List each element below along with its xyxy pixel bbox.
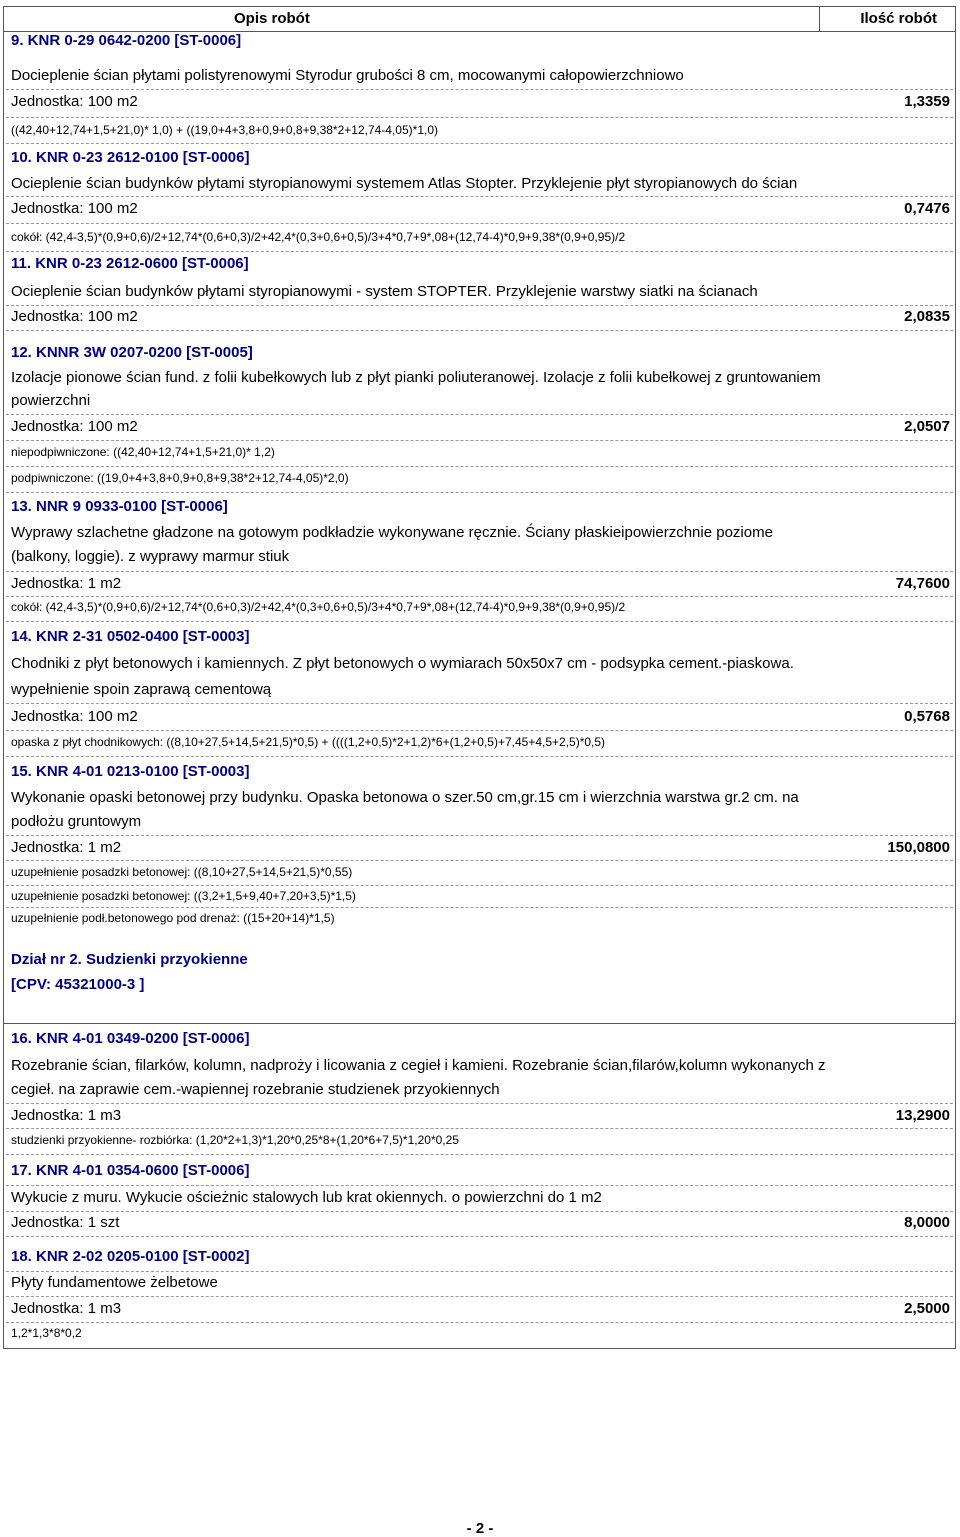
row-separator <box>6 703 953 704</box>
item-description: Płyty fundamentowe żelbetowe <box>11 1274 218 1291</box>
item-description: Docieplenie ścian płytami polistyrenowymi Styrodur grubości 8 cm, mocowanymi całopowierzchniowo <box>11 67 684 84</box>
item-description: (balkony, loggie). z wyprawy marmur stiuk <box>11 548 290 565</box>
item-quantity: 13,2900 <box>895 1107 950 1124</box>
item-calculation: cokół: (42,4-3,5)*(0,9+0,6)/2+12,74*(0,6+0,3)/2+42,4*(0,3+0,6+0,5)/3+4*0,7+9*,08+(12,74-4)*0,9+9,38*(0,9+0,95)/2 <box>11 230 626 244</box>
item-code: 11. KNR 0-23 2612-0600 [ST-0006] <box>11 255 249 272</box>
item-quantity: 0,7476 <box>904 200 950 217</box>
item-unit: Jednostka: 100 m2 <box>11 418 138 435</box>
column-header-quantity: Ilość robót <box>860 10 937 27</box>
row-separator <box>6 835 953 836</box>
page-number: - 2 - <box>466 1520 494 1537</box>
item-calculation: 1,2*1,3*8*0,2 <box>11 1326 82 1340</box>
row-separator <box>6 330 953 331</box>
row-separator <box>6 196 953 197</box>
row-separator <box>6 251 953 252</box>
item-unit: Jednostka: 1 m3 <box>11 1300 122 1317</box>
item-code: 18. KNR 2-02 0205-0100 [ST-0002] <box>11 1248 250 1265</box>
item-code: 12. KNNR 3W 0207-0200 [ST-0005] <box>11 344 253 361</box>
row-separator <box>6 571 953 572</box>
row-separator <box>6 1154 953 1155</box>
row-separator <box>6 223 953 224</box>
item-unit: Jednostka: 1 m2 <box>11 839 122 856</box>
item-code: 10. KNR 0-23 2612-0100 [ST-0006] <box>11 149 250 166</box>
row-separator <box>6 1296 953 1297</box>
item-description: Wyprawy szlachetne gładzone na gotowym podkładzie wykonywane ręcznie. Ściany płaskieipowierzchnie poziome <box>11 524 773 541</box>
row-separator <box>6 860 953 861</box>
item-quantity: 2,5000 <box>904 1300 950 1317</box>
row-separator <box>6 143 953 144</box>
row-separator <box>6 1322 953 1323</box>
item-unit: Jednostka: 1 m3 <box>11 1107 122 1124</box>
item-calculation: uzupełnienie posadzki betonowej: ((8,10+27,5+14,5+21,5)*0,55) <box>11 865 353 879</box>
item-calculation: opaska z płyt chodnikowych: ((8,10+27,5+14,5+21,5)*0,5) + ((((1,2+0,5)*2+1,2)*6+(1,2+0,5)+7,45+4,5+2,5)*0,5) <box>11 735 606 749</box>
item-unit: Jednostka: 1 m2 <box>11 575 122 592</box>
item-description: Izolacje pionowe ścian fund. z folii kubełkowych lub z płyt pianki poliuteranowej. Izolacje z folii kubełkowej z gruntowaniem <box>11 369 821 386</box>
cost-estimate-sheet <box>3 6 956 1349</box>
row-separator <box>6 730 953 731</box>
row-separator <box>6 1103 953 1104</box>
item-calculation: uzupełnienie podł.betonowego pod drenaż: ((15+20+14)*1,5) <box>11 911 335 925</box>
row-separator <box>6 596 953 597</box>
row-separator <box>6 885 953 886</box>
item-calculation: podpiwniczone: ((19,0+4+3,8+0,9+0,8+9,38*2+12,74-4,05)*2,0) <box>11 471 349 485</box>
item-quantity: 74,7600 <box>895 575 950 592</box>
item-code: 16. KNR 4-01 0349-0200 [ST-0006] <box>11 1030 250 1047</box>
item-calculation: studzienki przyokienne- rozbiórka: (1,20*2+1,3)*1,20*0,25*8+(1,20*6+7,5)*1,20*0,25 <box>11 1133 459 1147</box>
row-separator <box>6 1236 953 1237</box>
row-separator <box>6 466 953 467</box>
item-code: 13. NNR 9 0933-0100 [ST-0006] <box>11 498 228 515</box>
section-title: Dział nr 2. Sudzienki przyokienne <box>11 951 248 968</box>
row-separator <box>6 492 953 493</box>
item-calculation: cokół: (42,4-3,5)*(0,9+0,6)/2+12,74*(0,6+0,3)/2+42,4*(0,3+0,6+0,5)/3+4*0,7+9*,08+(12,74-4)*0,9+9,38*(0,9+0,95)/2 <box>11 600 626 614</box>
item-code: 15. KNR 4-01 0213-0100 [ST-0003] <box>11 763 250 780</box>
item-calculation: ((42,40+12,74+1,5+21,0)* 1,0) + ((19,0+4+3,8+0,9+0,8+9,38*2+12,74-4,05)*1,0) <box>11 123 439 137</box>
item-calculation: niepodpiwniczone: ((42,40+12,74+1,5+21,0)* 1,2) <box>11 445 275 459</box>
item-code: 9. KNR 0-29 0642-0200 [ST-0006] <box>11 32 242 49</box>
item-description: cegieł. na zaprawie cem.-wapiennej rozebranie studzienek przyokiennych <box>11 1081 500 1098</box>
item-code: 14. KNR 2-31 0502-0400 [ST-0003] <box>11 628 250 645</box>
item-quantity: 2,0507 <box>904 418 950 435</box>
row-separator <box>6 1271 953 1272</box>
item-description: Chodniki z płyt betonowych i kamiennych. Z płyt betonowych o wymiarach 50x50x7 cm - podsypka cement.-piaskowa. <box>11 655 794 672</box>
item-description: Ocieplenie ścian budynków płytami styropianowymi systemem Atlas Stopter. Przyklejenie płyt styropianowych do ścian <box>11 175 798 192</box>
item-unit: Jednostka: 100 m2 <box>11 708 138 725</box>
item-unit: Jednostka: 1 szt <box>11 1214 120 1231</box>
row-separator <box>6 414 953 415</box>
item-unit: Jednostka: 100 m2 <box>11 93 138 110</box>
row-separator <box>6 1128 953 1129</box>
item-description: podłożu gruntowym <box>11 813 142 830</box>
row-separator <box>6 907 953 908</box>
item-quantity: 8,0000 <box>904 1214 950 1231</box>
item-quantity: 2,0835 <box>904 308 950 325</box>
row-separator <box>6 89 953 90</box>
row-separator <box>6 305 953 306</box>
section-divider <box>4 1023 955 1024</box>
item-description: wypełnienie spoin zaprawą cementową <box>11 681 272 698</box>
item-calculation: uzupełnienie posadzki betonowej: ((3,2+1,5+9,40+7,20+3,5)*1,5) <box>11 889 356 903</box>
item-code: 17. KNR 4-01 0354-0600 [ST-0006] <box>11 1162 250 1179</box>
row-separator <box>6 621 953 622</box>
row-separator <box>6 756 953 757</box>
item-description: Wykonanie opaski betonowej przy budynku. Opaska betonowa o szer.50 cm,gr.15 cm i wierzchnia warstwa gr.2 cm. na <box>11 789 799 806</box>
column-divider <box>819 7 820 31</box>
item-description: Wykucie z muru. Wykucie ościeżnic stalowych lub krat okiennych. o powierzchni do 1 m2 <box>11 1189 602 1206</box>
item-unit: Jednostka: 100 m2 <box>11 200 138 217</box>
section-cpv: [CPV: 45321000-3 ] <box>11 976 145 993</box>
row-separator <box>6 1211 953 1212</box>
item-description: powierzchni <box>11 392 91 409</box>
row-separator <box>6 117 953 118</box>
row-separator <box>6 440 953 441</box>
item-unit: Jednostka: 100 m2 <box>11 308 138 325</box>
item-quantity: 0,5768 <box>904 708 950 725</box>
item-description: Ocieplenie ścian budynków płytami styropianowymi - system STOPTER. Przyklejenie warstwy siatki na ścianach <box>11 283 758 300</box>
column-header-description: Opis robót <box>234 10 310 27</box>
item-quantity: 1,3359 <box>904 93 950 110</box>
item-quantity: 150,0800 <box>887 839 950 856</box>
item-description: Rozebranie ścian, filarków, kolumn, nadproży i licowania z cegieł i kamieni. Rozebranie ścian,filarów,kolumn wykonanych z <box>11 1057 826 1074</box>
row-separator <box>6 1185 953 1186</box>
